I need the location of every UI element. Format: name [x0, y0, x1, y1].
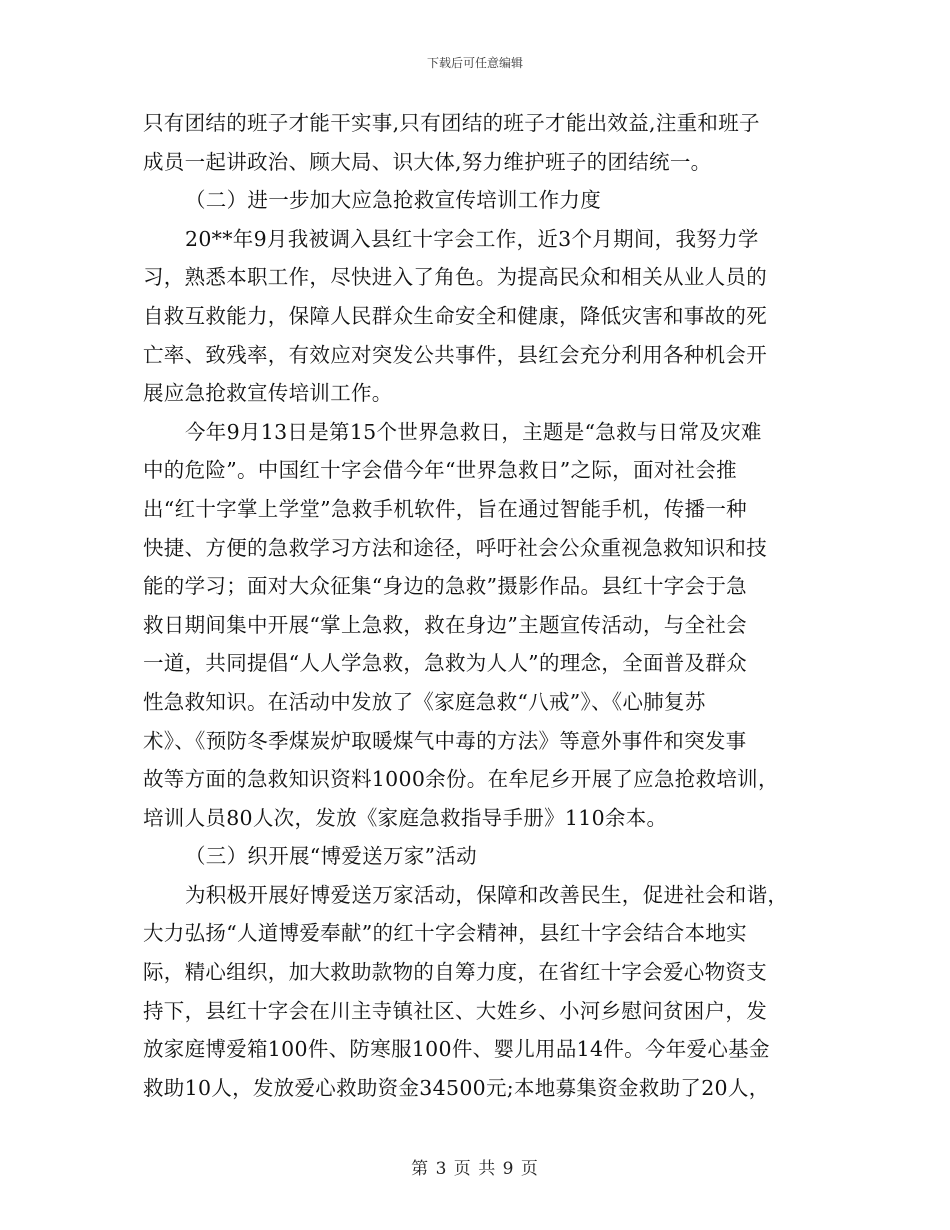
text-line: 救助10人，发放爱心救助资金34500元;本地募集资金救助了20人，	[143, 1075, 770, 1100]
text-line: 故等方面的急救知识资料1000余份。在牟尼乡开展了应急抢救培训，	[143, 767, 779, 792]
text-line: 成员一起讲政治、顾大局、识大体,努力维护班子的团结统一。	[143, 149, 712, 174]
text-line: 放家庭博爱箱100件、防寒服100件、婴儿用品14件。今年爱心基金	[143, 1037, 770, 1062]
text-line: 展应急抢救宣传培训工作。	[143, 381, 393, 406]
text-line: 中的危险”。中国红十字会借今年“世界急救日”之际，面对社会推	[143, 458, 737, 483]
text-line: 际，精心组织，加大救助款物的自筹力度，在省红十字会爱心物资支	[143, 960, 767, 985]
text-line: 性急救知识。在活动中发放了《家庭急救“八戒”》、《心肺复苏	[143, 689, 706, 714]
text-line: 救日期间集中开展“掌上急救，救在身边”主题宣传活动，与全社会	[143, 612, 747, 637]
text-line: 今年9月13日是第15个世界急救日，主题是“急救与日常及灾难	[185, 419, 762, 444]
text-line: 自救互救能力，保障人民群众生命安全和健康，降低灾害和事故的死	[143, 303, 767, 328]
text-line: 亡率、致残率，有效应对突发公共事件，县红会充分利用各种机会开	[143, 342, 767, 367]
text-line: 术》、《预防冬季煤炭炉取暖煤气中毒的方法》等意外事件和突发事	[143, 728, 747, 753]
text-line: 培训人员80人次，发放《家庭急救指导手册》110余本。	[143, 805, 668, 830]
page-header: 下载后可任意编辑	[426, 56, 523, 70]
document-body	[143, 104, 811, 1107]
text-line: 能的学习；面对大众征集“身边的急救”摄影作品。县红十字会于急	[143, 574, 747, 599]
text-line: 习，熟悉本职工作，尽快进入了角色。为提高民众和相关从业人员的	[143, 265, 767, 290]
text-line: （二）进一步加大应急抢救宣传培训工作力度	[185, 188, 601, 213]
text-line: 持下，县红十字会在川主寺镇社区、大姓乡、小河乡慰问贫困户，发	[143, 998, 767, 1023]
text-line: 一道，共同提倡“人人学急救，急救为人人”的理念，全面普及群众	[143, 651, 747, 676]
text-line: 出“红十字掌上学堂”急救手机软件，旨在通过智能手机，传播一种	[143, 496, 747, 521]
text-line: 为积极开展好博爱送万家活动，保障和改善民生，促进社会和谐，	[185, 882, 789, 907]
text-line: 20**年9月我被调入县红十字会工作，近3个月期间，我努力学	[185, 226, 759, 251]
text-line: 快捷、方便的急救学习方法和途径，呼吁社会公众重视急救知识和技	[143, 535, 767, 560]
text-line: 只有团结的班子才能干实事,只有团结的班子才能出效益,注重和班子	[143, 111, 760, 135]
text-line: 大力弘扬“人道博爱奉献”的红十字会精神，县红十字会结合本地实	[143, 921, 747, 946]
page-footer: 第 3 页 共 9 页	[411, 1159, 539, 1179]
text-line: （三）织开展“博爱送万家”活动	[185, 844, 477, 869]
